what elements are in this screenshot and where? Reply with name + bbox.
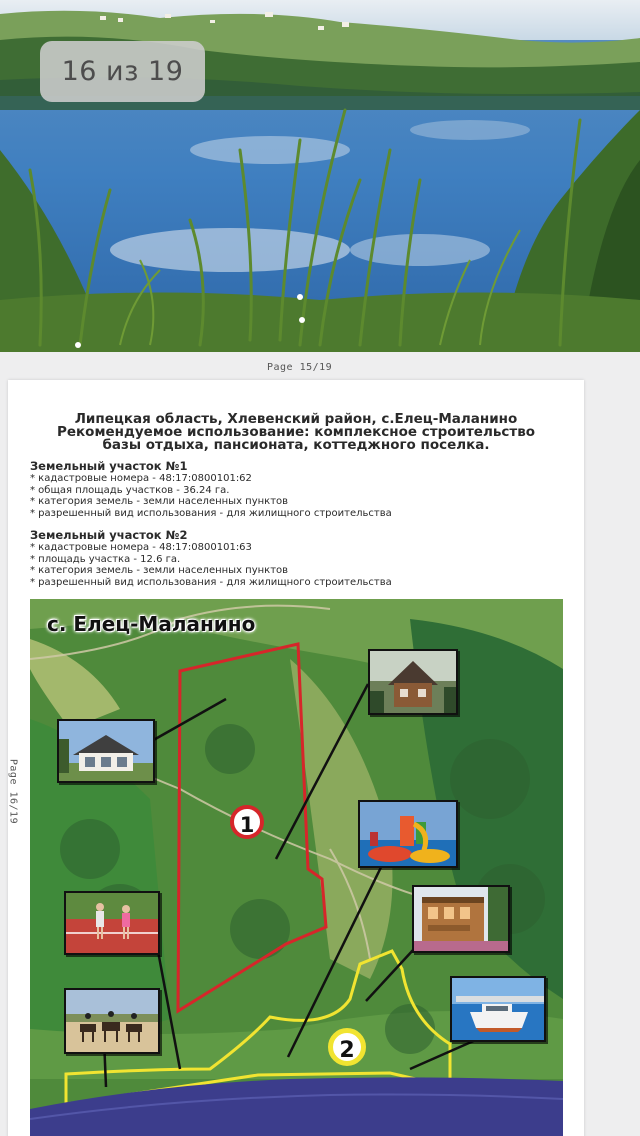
- plot-2-marker: 2: [328, 1028, 366, 1066]
- plot-detail: * площадь участка - 12.6 га.: [30, 553, 181, 565]
- chalet-photo-icon: [368, 649, 458, 715]
- cottage-photo-icon: [57, 719, 155, 783]
- header-line: Липецкая область, Хлевенский район, с.Елец-Маланино: [74, 411, 518, 427]
- page-label-top: Page 15/19: [267, 362, 333, 373]
- plot-detail: * кадастровые номера - 48:17:0800101:63: [30, 542, 252, 553]
- page-counter-badge: 16 из 19: [40, 41, 205, 102]
- plot-1-marker: 1: [230, 805, 264, 839]
- plot-detail: * категория земель - земли населенных пунктов: [30, 496, 289, 508]
- plot-2-info: [30, 528, 392, 589]
- tennis-photo-icon: [64, 891, 160, 955]
- plot-detail: * кадастровые номера - 48:17:0800101:62: [30, 473, 252, 484]
- boat-photo-icon: [450, 976, 546, 1042]
- horse-riding-photo-icon: [64, 988, 160, 1054]
- plot-detail: * разрешенный вид использования - для жилищного строительства: [30, 577, 392, 589]
- restaurant-photo-icon: [412, 885, 510, 953]
- page-label-side: Page 16/19: [7, 758, 19, 825]
- map-title: с. Елец-Маланино: [47, 612, 256, 636]
- plot-title: Земельный участок №2: [30, 528, 188, 542]
- playground-photo-icon: [358, 800, 458, 868]
- plot-title: Земельный участок №1: [30, 459, 188, 473]
- header-line: Рекомендуемое использование: комплексное строительство: [56, 424, 536, 440]
- plot-detail: * общая площадь участков - 36.24 га.: [30, 484, 230, 496]
- header-line: базы отдыха, пансионата, коттеджного поселка.: [102, 437, 490, 453]
- plot-1-info: [30, 459, 392, 520]
- plot-detail: * категория земель - земли населенных пунктов: [30, 565, 289, 577]
- plot-detail: * разрешенный вид использования - для жилищного строительства: [30, 508, 392, 520]
- page-title: [8, 413, 584, 452]
- site-map: [30, 599, 563, 1136]
